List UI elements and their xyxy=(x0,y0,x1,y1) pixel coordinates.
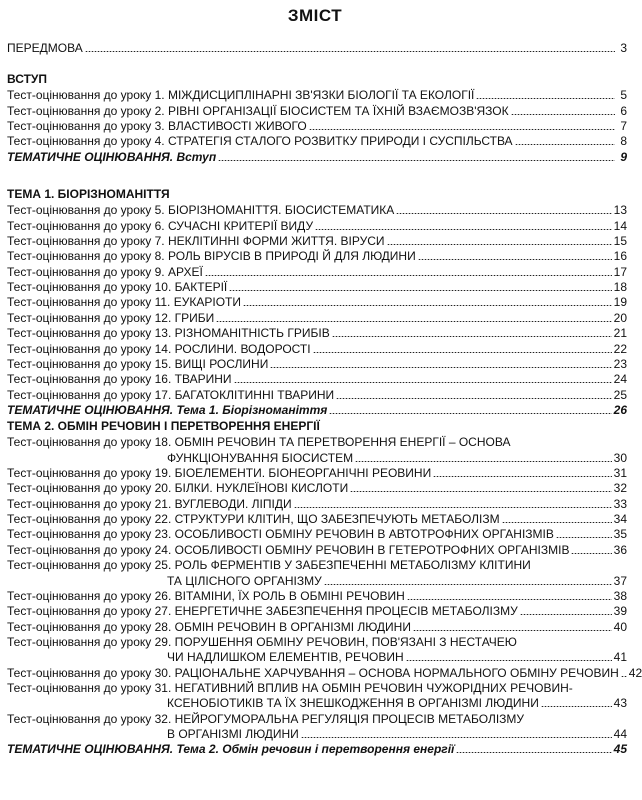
toc-entry-prefix: Тест-оцінювання до уроку 17. xyxy=(7,387,172,402)
toc-entry-text: БІОЕЛЕМЕНТИ. БІОНЕОРГАНІЧНІ РЕОВИНИ xyxy=(174,466,432,481)
dot-leader xyxy=(332,336,612,337)
toc-entry-prefix: Тест-оцінювання до уроку 4. xyxy=(7,134,165,149)
toc-entry[interactable] xyxy=(7,218,627,233)
dot-leader xyxy=(243,305,612,306)
section-heading: ТЕМА 1. БІОРІЗНОМАНІТТЯ xyxy=(7,187,170,201)
toc-entry-text: АРХЕЇ xyxy=(167,264,203,279)
toc-page-number: 7 xyxy=(620,119,627,134)
toc-page-number: 39 xyxy=(613,604,627,619)
toc-entry-text: ГРИБИ xyxy=(174,310,215,325)
dot-leader xyxy=(515,144,615,145)
toc-entry[interactable] xyxy=(7,603,627,618)
dot-leader xyxy=(571,553,611,554)
toc-entry-prefix: Тест-оцінювання до уроку 24. xyxy=(7,542,172,557)
toc-entry[interactable] xyxy=(7,557,627,572)
toc-entry-prefix: Тест-оцінювання до уроку 29. xyxy=(7,634,172,649)
toc-entry-text: БАГАТОКЛІТИННІ ТВАРИНИ xyxy=(174,387,335,402)
toc-entry-continuation[interactable] xyxy=(7,649,627,664)
toc-entry-prefix: Тест-оцінювання до уроку 26. xyxy=(7,588,172,603)
dot-leader xyxy=(418,259,612,260)
toc-entry-text: НЕГАТИВНИЙ ВПЛИВ НА ОБМІН РЕЧОВИН ЧУЖОРІДНИХ РЕЧОВИН- xyxy=(174,680,573,695)
toc-page-number: 23 xyxy=(613,356,627,371)
dot-leader xyxy=(301,737,612,738)
toc-entry-text: ПЕРЕДМОВА xyxy=(7,41,83,55)
toc-page-number: 21 xyxy=(613,326,627,341)
toc-entry-text: В ОРГАНІЗМІ ЛЮДИНИ xyxy=(167,727,299,741)
dot-leader xyxy=(315,229,612,230)
toc-entry-text: СУЧАСНІ КРИТЕРІЇ ВИДУ xyxy=(167,218,314,233)
toc-entry-preface[interactable] xyxy=(7,40,627,55)
toc-entry[interactable] xyxy=(7,118,627,133)
toc-entry-text: ВИЩІ РОСЛИНИ xyxy=(174,356,269,371)
toc-entry-prefix: Тест-оцінювання до уроку 14. xyxy=(7,341,172,356)
toc-page-number: 16 xyxy=(613,249,627,264)
toc-page-number: 32 xyxy=(613,481,627,496)
dot-leader xyxy=(541,706,612,707)
toc-entry[interactable] xyxy=(7,310,627,325)
toc-entry[interactable] xyxy=(7,619,627,634)
dot-leader xyxy=(294,507,612,508)
toc-page-number: 40 xyxy=(613,619,627,634)
toc-entry-text: БІОРІЗНОМАНІТТЯ. БІОСИСТЕМАТИКА xyxy=(167,203,395,218)
toc-entry[interactable] xyxy=(7,87,627,102)
toc-page-number: 25 xyxy=(613,387,627,402)
toc-page-number: 35 xyxy=(613,527,627,542)
toc-entry[interactable] xyxy=(7,465,627,480)
toc-entry-text: ОСОБЛИВОСТІ ОБМІНУ РЕЧОВИН В АВТОТРОФНИХ ОРГАНІЗМІВ xyxy=(174,527,554,542)
toc-entry[interactable] xyxy=(7,325,627,340)
section-heading: ТЕМА 2. ОБМІН РЕЧОВИН І ПЕРЕТВОРЕННЯ ЕНЕРГІЇ xyxy=(7,419,320,433)
toc-page-number: 42 xyxy=(628,665,642,680)
dot-leader xyxy=(218,160,615,161)
toc-entry[interactable] xyxy=(7,341,627,356)
toc-page-number: 26 xyxy=(613,402,627,417)
toc-entry[interactable] xyxy=(7,233,627,248)
toc-entry[interactable] xyxy=(7,711,627,726)
toc-entry-text: ОСОБЛИВОСТІ ОБМІНУ РЕЧОВИН В ГЕТЕРОТРОФНИХ ОРГАНІЗМІВ xyxy=(174,542,570,557)
toc-summary-entry[interactable] xyxy=(7,149,627,164)
toc-page-number: 3 xyxy=(620,41,627,55)
toc-entry-prefix: Тест-оцінювання до уроку 25. xyxy=(7,558,172,573)
toc-entry[interactable] xyxy=(7,496,627,511)
toc-entry-text: ЕНЕРГЕТИЧНЕ ЗАБЕЗПЕЧЕННЯ ПРОЦЕСІВ МЕТАБОЛІЗМУ xyxy=(174,604,518,619)
toc-entry-text: ВЛАСТИВОСТІ ЖИВОГО xyxy=(167,119,307,134)
dot-leader xyxy=(433,476,611,477)
toc-entry-text: ВІТАМІНИ, ЇХ РОЛЬ В ОБМІНІ РЕЧОВИН xyxy=(174,588,405,603)
toc-entry-text: ОБМІН РЕЧОВИН ТА ПЕРЕТВОРЕННЯ ЕНЕРГІЇ – ОСНОВА xyxy=(174,435,511,450)
toc-page-number: 37 xyxy=(613,573,627,588)
toc-entry[interactable] xyxy=(7,371,627,386)
toc-entry-text: НЕКЛІТИННІ ФОРМИ ЖИТТЯ. ВІРУСИ xyxy=(167,234,385,249)
toc-entry[interactable] xyxy=(7,279,627,294)
toc-entry-text: Тема 1. Біорізноманіття xyxy=(176,402,328,417)
toc-entry-prefix: ТЕМАТИЧНЕ ОЦІНЮВАННЯ. xyxy=(7,402,174,417)
toc-entry-prefix: Тест-оцінювання до уроку 11. xyxy=(7,295,171,310)
toc-entry-prefix: Тест-оцінювання до уроку 10. xyxy=(7,280,172,295)
toc-entry-text: РІВНІ ОРГАНІЗАЦІЇ БІОСИСТЕМ ТА ЇХНІЙ ВЗАЄМОЗВ'ЯЗОК xyxy=(167,103,509,118)
dot-leader xyxy=(313,352,612,353)
toc-entry[interactable] xyxy=(7,511,627,526)
toc-entry-prefix: Тест-оцінювання до уроку 22. xyxy=(7,512,172,527)
toc-page-number: 18 xyxy=(613,280,627,295)
toc-summary-entry[interactable] xyxy=(7,741,627,756)
toc-entry-text: СТРАТЕГІЯ СТАЛОГО РОЗВИТКУ ПРИРОДИ І СУСПІЛЬСТВА xyxy=(167,134,513,149)
dot-leader xyxy=(502,522,612,523)
dot-leader xyxy=(229,290,611,291)
toc-page-number: 43 xyxy=(613,696,627,711)
toc-page-number: 34 xyxy=(613,512,627,527)
dot-leader xyxy=(396,213,611,214)
dot-leader xyxy=(511,114,615,115)
toc-page-number: 9 xyxy=(620,149,627,164)
toc-entry-prefix: Тест-оцінювання до уроку 21. xyxy=(7,496,172,511)
dot-leader xyxy=(350,491,611,492)
toc-entry-prefix: Тест-оцінювання до уроку 7. xyxy=(7,234,165,249)
toc-entry[interactable] xyxy=(7,133,627,148)
dot-leader xyxy=(85,51,615,52)
section-heading: ВСТУП xyxy=(7,72,47,86)
toc-entry-continuation[interactable] xyxy=(7,450,627,465)
dot-leader xyxy=(407,599,612,600)
toc-entry-text: КСЕНОБІОТИКІВ ТА ЇХ ЗНЕШКОДЖЕННЯ В ОРГАНІЗМІ ЛЮДИНИ xyxy=(167,696,539,711)
toc-entry[interactable] xyxy=(7,356,627,371)
dot-leader xyxy=(413,630,612,631)
toc-entry-text: ПОРУШЕННЯ ОБМІНУ РЕЧОВИН, ПОВ'ЯЗАНІ З НЕСТАЧЕЮ xyxy=(174,634,517,649)
dot-leader xyxy=(234,382,612,383)
dot-leader xyxy=(520,614,612,615)
toc-entry[interactable] xyxy=(7,202,627,217)
toc-entry[interactable] xyxy=(7,248,627,263)
toc-entry[interactable] xyxy=(7,434,627,449)
toc-page-number: 30 xyxy=(613,450,627,465)
toc-entry-prefix: Тест-оцінювання до уроку 5. xyxy=(7,203,165,218)
toc-page-number: 41 xyxy=(613,650,627,665)
toc-page-number: 36 xyxy=(613,542,627,557)
toc-entry[interactable] xyxy=(7,665,642,680)
toc-entry-prefix: Тест-оцінювання до уроку 27. xyxy=(7,604,172,619)
toc-page-number: 6 xyxy=(620,103,627,118)
toc-entry-prefix: Тест-оцінювання до уроку 1. xyxy=(7,88,165,103)
toc-page-number: 33 xyxy=(613,496,627,511)
toc-page-number: 44 xyxy=(613,727,627,741)
toc-entry-text: Тема 2. Обмін речовин і перетворення енергії xyxy=(176,742,455,757)
toc-entry-continuation[interactable] xyxy=(7,573,627,588)
toc-entry-continuation[interactable] xyxy=(7,726,627,741)
toc-entry-text: СТРУКТУРИ КЛІТИН, ЩО ЗАБЕЗПЕЧУЮТЬ МЕТАБОЛІЗМ xyxy=(174,512,500,527)
toc-entry-prefix: Тест-оцінювання до уроку 2. xyxy=(7,103,165,118)
dot-leader xyxy=(309,129,615,130)
toc-entry-text: БАКТЕРІЇ xyxy=(174,280,228,295)
toc-page-number: 5 xyxy=(620,88,627,103)
dot-leader xyxy=(556,537,612,538)
toc-entry-prefix: Тест-оцінювання до уроку 15. xyxy=(7,356,172,371)
toc-entry-text: ТВАРИНИ xyxy=(174,372,232,387)
toc-entry-prefix: Тест-оцінювання до уроку 19. xyxy=(7,466,172,481)
dot-leader xyxy=(355,461,612,462)
toc-entry-prefix: Тест-оцінювання до уроку 16. xyxy=(7,372,172,387)
toc-entry[interactable] xyxy=(7,294,627,309)
toc-entry-prefix: Тест-оцінювання до уроку 9. xyxy=(7,264,165,279)
dot-leader xyxy=(621,676,627,677)
toc-entry-text: РАЦІОНАЛЬНЕ ХАРЧУВАННЯ – ОСНОВА НОРМАЛЬНОГО ОБМІНУ РЕЧОВИН xyxy=(174,665,619,680)
toc-entry-text: РІЗНОМАНІТНІСТЬ ГРИБІВ xyxy=(174,326,330,341)
toc-page-number: 45 xyxy=(613,742,627,757)
toc-entry-prefix: Тест-оцінювання до уроку 30. xyxy=(7,665,172,680)
dot-leader xyxy=(336,398,611,399)
toc-entry-prefix: Тест-оцінювання до уроку 20. xyxy=(7,481,172,496)
dot-leader xyxy=(216,321,611,322)
toc-entry[interactable] xyxy=(7,264,627,279)
toc-entry[interactable] xyxy=(7,542,627,557)
toc-page-number: 38 xyxy=(613,588,627,603)
toc-page-number: 8 xyxy=(620,134,627,149)
toc-entry[interactable] xyxy=(7,680,627,695)
page-title: ЗМІСТ xyxy=(287,6,343,25)
toc-page-number: 15 xyxy=(613,234,627,249)
toc-entry-text: РОЛЬ ФЕРМЕНТІВ У ЗАБЕЗПЕЧЕННІ МЕТАБОЛІЗМУ КЛІТИНИ xyxy=(174,558,531,573)
dot-leader xyxy=(387,244,612,245)
toc-entry-text: МІЖДИСЦИПЛІНАРНІ ЗВ'ЯЗКИ БІОЛОГІЇ ТА ЕКОЛОГІЇ xyxy=(167,88,475,103)
toc-page-number: 19 xyxy=(613,295,627,310)
toc-entry-text: ЕУКАРІОТИ xyxy=(173,295,241,310)
toc-entry-text: РОСЛИНИ. ВОДОРОСТІ xyxy=(174,341,311,356)
toc-page-number: 13 xyxy=(613,203,627,218)
toc-entry[interactable] xyxy=(7,588,627,603)
toc-entry-prefix: ТЕМАТИЧНЕ ОЦІНЮВАННЯ. xyxy=(7,742,174,757)
dot-leader xyxy=(270,367,611,368)
toc-entry-text: Вступ xyxy=(176,149,217,164)
toc-entry-prefix: Тест-оцінювання до уроку 18. xyxy=(7,435,172,450)
toc-entry-text: БІЛКИ. НУКЛЕЇНОВІ КИСЛОТИ xyxy=(174,481,349,496)
toc-entry[interactable] xyxy=(7,387,627,402)
dot-leader xyxy=(324,584,612,585)
toc-entry-prefix: ТЕМАТИЧНЕ ОЦІНЮВАННЯ. xyxy=(7,149,174,164)
toc-entry-text: ОБМІН РЕЧОВИН В ОРГАНІЗМІ ЛЮДИНИ xyxy=(174,619,411,634)
toc-entry-prefix: Тест-оцінювання до уроку 6. xyxy=(7,218,165,233)
dot-leader xyxy=(476,98,615,99)
toc-entry-text: ФУНКЦІОНУВАННЯ БІОСИСТЕМ xyxy=(167,450,354,465)
toc-entry-prefix: Тест-оцінювання до уроку 23. xyxy=(7,527,172,542)
toc-entry-prefix: Тест-оцінювання до уроку 8. xyxy=(7,249,165,264)
toc-entry-text: ЧИ НАДЛИШКОМ ЕЛЕМЕНТІВ, РЕЧОВИН xyxy=(167,650,404,665)
toc-page-number: 24 xyxy=(613,372,627,387)
toc-entry-prefix: Тест-оцінювання до уроку 13. xyxy=(7,326,172,341)
toc-entry-continuation[interactable] xyxy=(7,695,627,710)
toc-entry-prefix: Тест-оцінювання до уроку 28. xyxy=(7,619,172,634)
toc-page-number: 20 xyxy=(613,310,627,325)
toc-summary-entry[interactable] xyxy=(7,402,627,417)
dot-leader xyxy=(406,660,612,661)
dot-leader xyxy=(205,275,612,276)
toc-entry-text: РОЛЬ ВІРУСІВ В ПРИРОДІ Й ДЛЯ ЛЮДИНИ xyxy=(167,249,416,264)
toc-entry-prefix: Тест-оцінювання до уроку 31. xyxy=(7,680,172,695)
toc-page-number: 31 xyxy=(613,466,627,481)
toc-page-number: 14 xyxy=(613,218,627,233)
toc-entry[interactable] xyxy=(7,634,627,649)
toc-entry[interactable] xyxy=(7,526,627,541)
toc-entry-prefix: Тест-оцінювання до уроку 32. xyxy=(7,711,172,726)
toc-entry-prefix: Тест-оцінювання до уроку 12. xyxy=(7,310,172,325)
toc-entry-prefix: Тест-оцінювання до уроку 3. xyxy=(7,119,165,134)
toc-entry-text: НЕЙРОГУМОРАЛЬНА РЕГУЛЯЦІЯ ПРОЦЕСІВ МЕТАБОЛІЗМУ xyxy=(174,711,525,726)
toc-entry-text: ТА ЦІЛІСНОГО ОРГАНІЗМУ xyxy=(167,573,322,588)
toc-page-number: 17 xyxy=(613,264,627,279)
toc-entry[interactable] xyxy=(7,480,627,495)
toc-entry-text: ВУГЛЕВОДИ. ЛІПІДИ xyxy=(174,496,292,511)
toc-entry[interactable] xyxy=(7,103,627,118)
toc-page-number: 22 xyxy=(613,341,627,356)
dot-leader xyxy=(329,413,611,414)
dot-leader xyxy=(456,752,611,753)
